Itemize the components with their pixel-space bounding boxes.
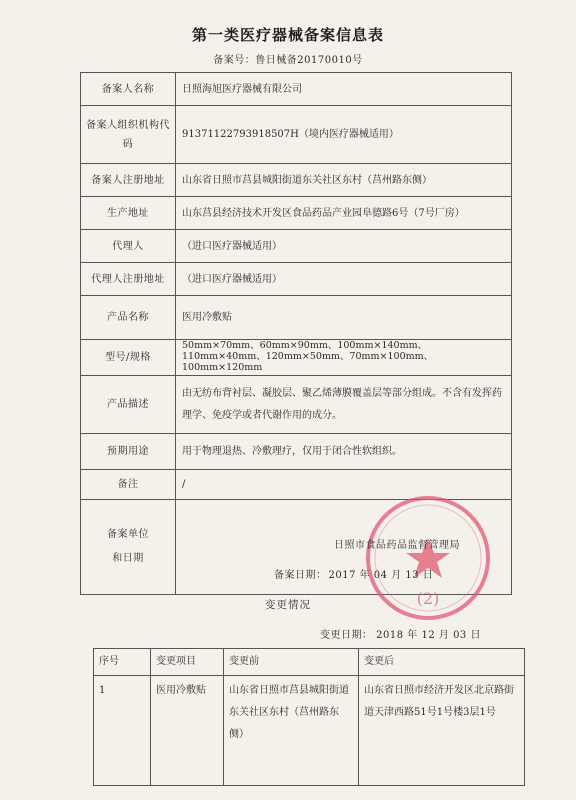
record-date-label: 备案日期： [274, 570, 327, 581]
row-label: 预期用途 [81, 434, 176, 470]
row-value: 山东省日照市莒县城阳街道东关社区东村（莒州路东侧） [176, 164, 512, 197]
record-date-value: 2017 年 04 月 13 日 [328, 570, 434, 581]
row-label: 备案单位和日期 [81, 500, 176, 595]
column-header: 变更前 [224, 649, 359, 676]
column-header: 变更项目 [151, 649, 224, 676]
record-agency: 日照市食品药品监督管理局 [334, 540, 460, 551]
table-row [81, 296, 512, 340]
row-value: 用于物理退热、冷敷理疗，仅用于闭合性软组织。 [176, 434, 512, 470]
row-label: 备注 [81, 470, 176, 500]
row-label: 备案人名称 [81, 73, 176, 106]
table-row [81, 164, 512, 197]
change-after: 山东省日照市经济开发区北京路街道天津西路51号1号楼3层1号 [359, 676, 525, 786]
row-label: 型号/规格 [81, 340, 176, 376]
page-title: 第一类医疗器械备案信息表 [191, 26, 384, 44]
row-value: 山东莒县经济技术开发区食品药品产业园阜德路6号（7号厂房） [176, 197, 512, 230]
change-item: 医用冷敷贴 [151, 676, 224, 786]
row-label: 生产地址 [81, 197, 176, 230]
row-value: （进口医疗器械适用） [176, 263, 512, 296]
table-header-row [94, 649, 525, 676]
row-label: 代理人注册地址 [81, 263, 176, 296]
change-before: 山东省日照市莒县城阳街道东关社区东村（莒州路东侧） [224, 676, 359, 786]
change-section-title: 变更情况 [265, 599, 311, 611]
change-date: 变更日期： 2018 年 12 月 03 日 [320, 630, 481, 641]
seal-number: (2) [416, 589, 440, 608]
table-row [81, 376, 512, 434]
row-label: 产品名称 [81, 296, 176, 340]
record-date [274, 566, 435, 585]
table-row [81, 340, 512, 376]
record-unit-row [81, 500, 512, 595]
table-row [94, 676, 525, 786]
row-label: 产品描述 [81, 376, 176, 434]
table-row [81, 263, 512, 296]
row-value: 91371122793918507H（境内医疗器械适用） [176, 106, 512, 164]
row-label: 备案人注册地址 [81, 164, 176, 197]
row-value: 50mm×70mm、60mm×90mm、100mm×140mm、110mm×40mm、120mm×50mm、70mm×100mm、100mm×120mm [176, 340, 512, 376]
row-value: 由无纺布背衬层、凝胶层、聚乙烯薄膜覆盖层等部分组成。不含有发挥药理学、免疫学或者代谢作用的成分。 [176, 376, 512, 434]
row-label: 备案人组织机构代码 [81, 106, 176, 164]
row-value: （进口医疗器械适用） [176, 230, 512, 263]
record-number: 备案号：鲁日械备20170010号 [213, 55, 363, 66]
table-row [81, 230, 512, 263]
table-row [81, 73, 512, 106]
table-row [81, 106, 512, 164]
table-row [81, 434, 512, 470]
change-no: 1 [94, 676, 151, 786]
row-value: / [176, 470, 512, 500]
row-label: 代理人 [81, 230, 176, 263]
change-table [93, 648, 525, 786]
row-value: 医用冷敷贴 [176, 296, 512, 340]
row-value: 日照海旭医疗器械有限公司 [176, 73, 512, 106]
table-row [81, 197, 512, 230]
column-header: 序号 [94, 649, 151, 676]
column-header: 变更后 [359, 649, 525, 676]
